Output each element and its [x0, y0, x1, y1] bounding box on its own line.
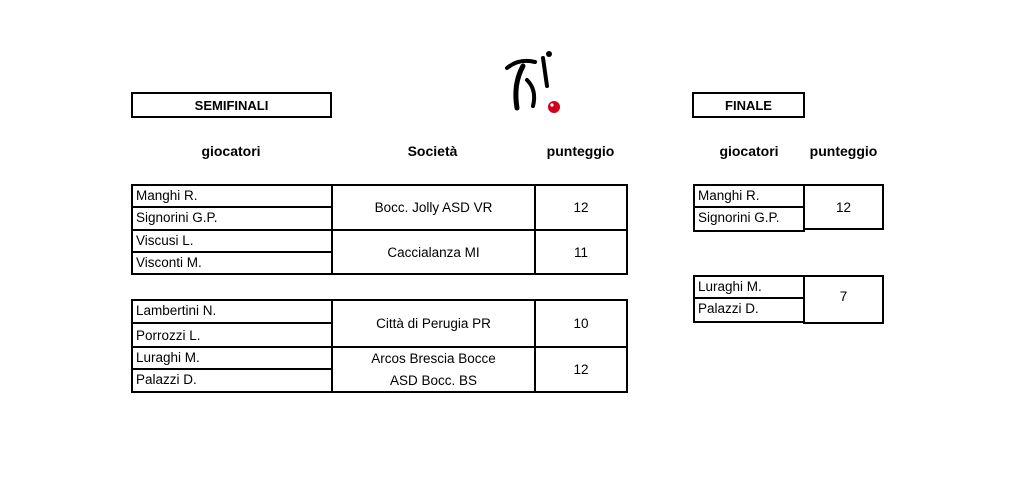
bocce-player-logo-icon — [503, 50, 567, 116]
player-name: Lambertini N. — [133, 301, 331, 324]
score-value: 11 — [573, 244, 588, 260]
match-score — [536, 231, 626, 273]
final-match-1 — [693, 184, 884, 232]
finale-players-header: giocatori — [719, 143, 779, 159]
match-score — [536, 186, 626, 231]
semifinali-title: SEMIFINALI — [131, 92, 332, 118]
club-name — [333, 231, 536, 273]
club-name-line: ASD Bocc. BS — [389, 372, 478, 388]
club-name-line: Bocc. Jolly ASD VR — [374, 200, 493, 215]
club-name — [333, 186, 536, 231]
club-name-line: Città di Perugia PR — [376, 316, 491, 331]
player-name: Luraghi M. — [695, 277, 803, 299]
score-value: 10 — [573, 316, 589, 331]
finale-title: FINALE — [692, 92, 805, 118]
club-name — [333, 348, 536, 391]
player-name: Palazzi D. — [136, 372, 197, 387]
player-name: Viscusi L. — [133, 231, 331, 253]
score-value: 7 — [839, 289, 848, 304]
player-name: Porrozzi L. — [133, 324, 331, 348]
score-value: 12 — [835, 199, 852, 215]
score-value: 12 — [573, 200, 589, 215]
semifinal-group-2 — [131, 299, 628, 393]
semifinali-club-header: Società — [407, 143, 458, 159]
match-score — [803, 184, 884, 230]
player-name: Luraghi M. — [133, 348, 331, 370]
club-name-line: Arcos Brescia Bocce — [371, 350, 496, 366]
player-name: Visconti M. — [136, 255, 202, 270]
semifinali-score-header: punteggio — [546, 143, 615, 159]
match-score — [803, 275, 884, 324]
player-name: Signorini G.P. — [698, 210, 780, 225]
match-score — [536, 348, 626, 391]
semifinali-players-header: giocatori — [201, 143, 261, 159]
finale-score-header: punteggio — [809, 143, 878, 159]
player-name: Palazzi D. — [698, 301, 759, 316]
club-name — [333, 301, 536, 348]
player-name: Manghi R. — [695, 186, 803, 208]
player-name: Manghi R. — [133, 186, 331, 208]
semifinal-group-1 — [131, 184, 628, 275]
match-score — [536, 301, 626, 348]
final-match-2 — [693, 275, 884, 324]
club-name-line: Caccialanza MI — [387, 244, 480, 260]
player-name: Signorini G.P. — [133, 208, 331, 231]
score-value: 12 — [573, 362, 589, 377]
